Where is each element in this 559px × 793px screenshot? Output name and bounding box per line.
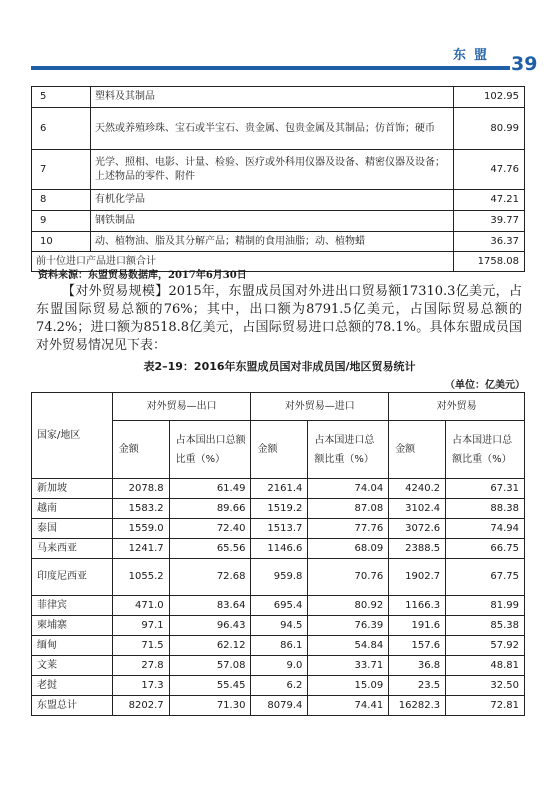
import-amount: 86.1 (251, 636, 308, 656)
import-share: 54.84 (308, 636, 389, 656)
export-share-header: 占本国出口总额比重（%） (169, 421, 251, 479)
page-number: 39 (511, 53, 538, 75)
total-label: 前十位进口产品进口额合计 (32, 252, 454, 272)
table-row (32, 676, 525, 696)
trade-share-header: 占本国进口总额比重（%） (446, 421, 525, 479)
import-share: 68.09 (308, 539, 389, 559)
country-cell: 文莱 (32, 656, 113, 676)
trade-amount: 3072.6 (389, 519, 446, 539)
export-share: 83.64 (169, 596, 251, 616)
table-row (32, 232, 525, 252)
trade-amount: 36.8 (389, 656, 446, 676)
table-row (32, 656, 525, 676)
trade-scale-paragraph: 【对外贸易规模】2015年，东盟成员国对外进出口贸易额17310.3亿美元，占东盟国际贸易总额的76%；其中，出口额为8791.5亿美元，占国际贸易总额的74.2%；进口额为8518.8亿美元，占国际贸易进口总额的78.1%。具体东盟成员国对外贸易情况见下表： (36, 284, 522, 353)
trade-amount: 1166.3 (389, 596, 446, 616)
country-cell: 印度尼西亚 (32, 559, 113, 596)
trade-share: 74.94 (446, 519, 525, 539)
export-share: 61.49 (169, 479, 251, 499)
export-amount: 2078.8 (112, 479, 169, 499)
country-cell: 东盟总计 (32, 696, 113, 716)
import-amount: 695.4 (251, 596, 308, 616)
import-amount: 1146.6 (251, 539, 308, 559)
trade-amount: 23.5 (389, 676, 446, 696)
export-header: 对外贸易—出口 (112, 393, 251, 421)
import-value: 102.95 (453, 87, 524, 108)
import-amount: 8079.4 (251, 696, 308, 716)
country-cell: 新加坡 (32, 479, 113, 499)
product-name: 天然或养殖珍珠、宝石或半宝石、贵金属、包贵金属及其制品；仿首饰；硬币 (90, 108, 453, 150)
import-share: 74.04 (308, 479, 389, 499)
trade-share: 85.38 (446, 616, 525, 636)
product-name: 钢铁制品 (90, 211, 453, 232)
country-cell: 马来西亚 (32, 539, 113, 559)
table-row (32, 539, 525, 559)
amount-header: 金额 (251, 421, 308, 479)
import-share: 70.76 (308, 559, 389, 596)
export-amount: 8202.7 (112, 696, 169, 716)
export-amount: 27.8 (112, 656, 169, 676)
import-header: 对外贸易—进口 (251, 393, 389, 421)
product-name: 有机化学品 (90, 190, 453, 211)
export-amount: 1055.2 (112, 559, 169, 596)
country-header: 国家/地区 (32, 393, 113, 479)
product-name: 光学、照相、电影、计量、检验、医疗或外科用仪器及设备、精密仪器及设备；上述物品的零件、附件 (90, 150, 453, 190)
trade-amount: 191.6 (389, 616, 446, 636)
table-row (32, 150, 525, 190)
table-title: 表2–19：2016年东盟成员国对非成员国/地区贸易统计 (143, 360, 416, 373)
table-row (32, 87, 525, 108)
header-rule (31, 66, 510, 70)
export-share: 55.45 (169, 676, 251, 696)
export-share: 96.43 (169, 616, 251, 636)
country-cell: 柬埔寨 (32, 616, 113, 636)
table-header-row (32, 393, 525, 421)
table-row (32, 519, 525, 539)
table-row (32, 636, 525, 656)
amount-header: 金额 (389, 421, 446, 479)
trade-header: 对外贸易 (389, 393, 525, 421)
country-cell: 缅甸 (32, 636, 113, 656)
export-amount: 471.0 (112, 596, 169, 616)
row-number: 7 (32, 150, 91, 190)
country-cell: 菲律宾 (32, 596, 113, 616)
product-name: 塑料及其制品 (90, 87, 453, 108)
export-amount: 1559.0 (112, 519, 169, 539)
export-share: 65.56 (169, 539, 251, 559)
import-value: 80.99 (453, 108, 524, 150)
trade-amount: 2388.5 (389, 539, 446, 559)
trade-amount: 3102.4 (389, 499, 446, 519)
country-cell: 老挝 (32, 676, 113, 696)
trade-share: 88.38 (446, 499, 525, 519)
import-amount: 6.2 (251, 676, 308, 696)
table-row (32, 108, 525, 150)
export-share: 89.66 (169, 499, 251, 519)
import-amount: 2161.4 (251, 479, 308, 499)
import-value: 36.37 (453, 232, 524, 252)
import-amount: 1519.2 (251, 499, 308, 519)
export-share: 72.40 (169, 519, 251, 539)
export-share: 57.08 (169, 656, 251, 676)
trade-share: 67.31 (446, 479, 525, 499)
trade-amount: 16282.3 (389, 696, 446, 716)
import-share: 77.76 (308, 519, 389, 539)
export-amount: 71.5 (112, 636, 169, 656)
export-share: 72.68 (169, 559, 251, 596)
import-share: 15.09 (308, 676, 389, 696)
asean-trade-table (31, 392, 525, 716)
unit-note: （单位：亿美元） (445, 380, 525, 391)
table-row (32, 499, 525, 519)
trade-share: 57.92 (446, 636, 525, 656)
total-value: 1758.08 (453, 252, 524, 272)
country-cell: 越南 (32, 499, 113, 519)
export-amount: 97.1 (112, 616, 169, 636)
trade-share: 32.50 (446, 676, 525, 696)
import-value: 47.76 (453, 150, 524, 190)
table-row (32, 696, 525, 716)
import-amount: 1513.7 (251, 519, 308, 539)
export-share: 71.30 (169, 696, 251, 716)
trade-amount: 1902.7 (389, 559, 446, 596)
export-share: 62.12 (169, 636, 251, 656)
table-row (32, 596, 525, 616)
table-row (32, 616, 525, 636)
source-note: 资料来源：东盟贸易数据库，2017年6月30日 (38, 270, 247, 281)
section-title: 东盟 (453, 48, 496, 63)
country-cell: 泰国 (32, 519, 113, 539)
trade-amount: 157.6 (389, 636, 446, 656)
import-amount: 94.5 (251, 616, 308, 636)
amount-header: 金额 (112, 421, 169, 479)
import-amount: 959.8 (251, 559, 308, 596)
product-name: 动、植物油、脂及其分解产品；精制的食用油脂；动、植物蜡 (90, 232, 453, 252)
import-share-header: 占本国进口总额比重（%） (308, 421, 389, 479)
export-amount: 1241.7 (112, 539, 169, 559)
import-value: 47.21 (453, 190, 524, 211)
trade-share: 66.75 (446, 539, 525, 559)
trade-share: 72.81 (446, 696, 525, 716)
import-share: 74.41 (308, 696, 389, 716)
import-share: 33.71 (308, 656, 389, 676)
export-amount: 17.3 (112, 676, 169, 696)
import-share: 87.08 (308, 499, 389, 519)
row-number: 5 (32, 87, 91, 108)
import-amount: 9.0 (251, 656, 308, 676)
table-row (32, 479, 525, 499)
table-row (32, 211, 525, 232)
export-amount: 1583.2 (112, 499, 169, 519)
table-row (32, 190, 525, 211)
trade-share: 81.99 (446, 596, 525, 616)
row-number: 9 (32, 211, 91, 232)
row-number: 10 (32, 232, 91, 252)
table-row (32, 559, 525, 596)
import-value: 39.77 (453, 211, 524, 232)
trade-amount: 4240.2 (389, 479, 446, 499)
import-share: 76.39 (308, 616, 389, 636)
import-share: 80.92 (308, 596, 389, 616)
trade-share: 48.81 (446, 656, 525, 676)
row-number: 8 (32, 190, 91, 211)
trade-share: 67.75 (446, 559, 525, 596)
row-number: 6 (32, 108, 91, 150)
top-import-products-table (31, 86, 525, 272)
